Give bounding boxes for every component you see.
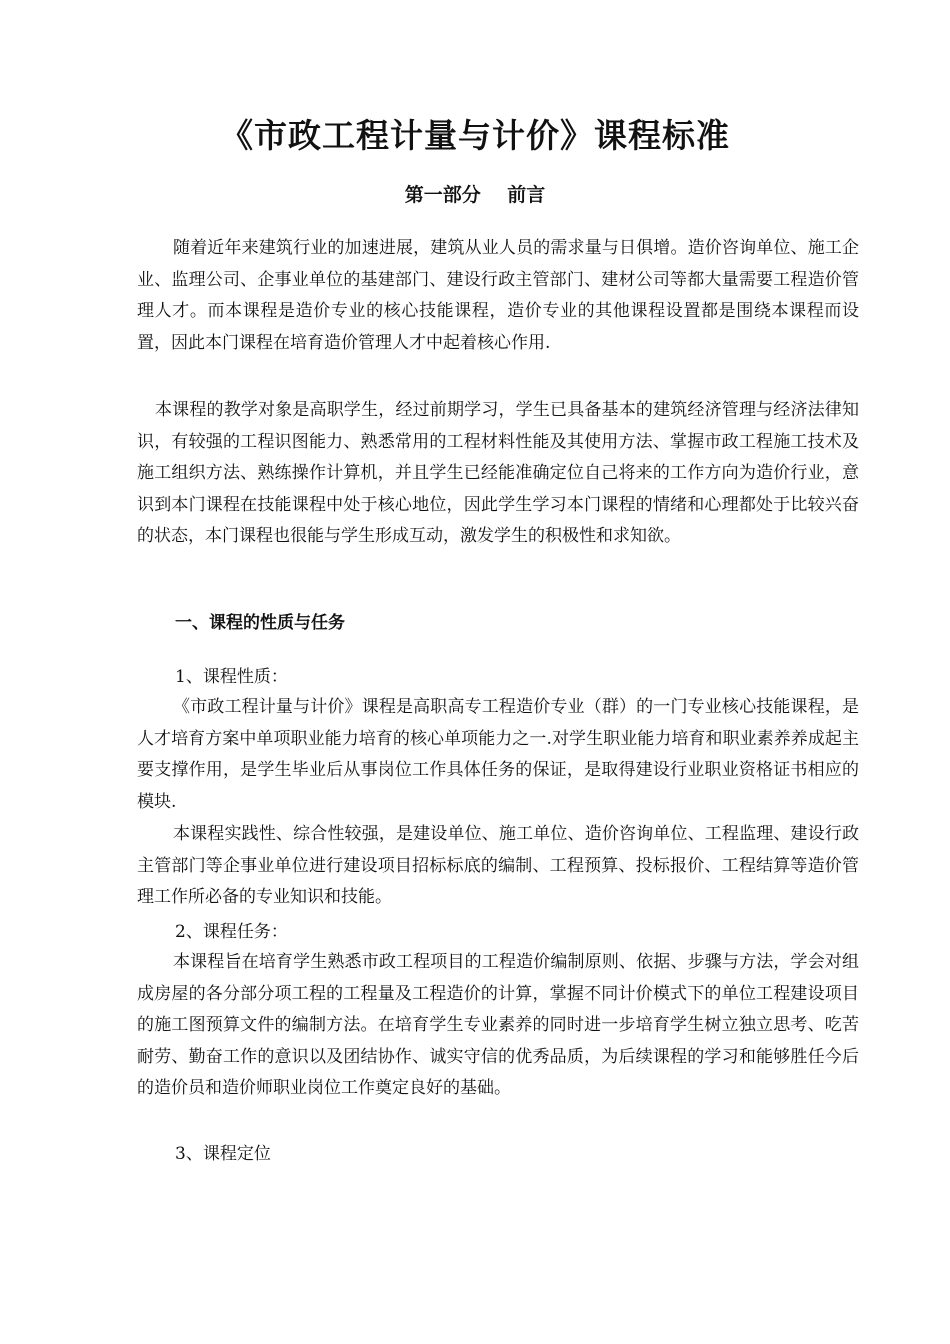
intro-paragraph-2: 本课程的教学对象是高职学生，经过前期学习，学生已具备基本的建筑经济管理与经济法律知识，有较强的工程识图能力、熟悉常用的工程材料性能及其使用方法、掌握市政工程施工技术及施工组织方法、熟练操作计算机，并且学生已经能准确定位自己将来的工作方向为造价行业，意识到本门课程在技能课程中处于核心地位，因此学生学习本门课程的情绪和心理都处于比较兴奋的状态，本门课程也很能与学生形成互动，激发学生的积极性和求知欲。 <box>137 400 859 546</box>
section-heading-nature-and-task: 一、课程的性质与任务 <box>175 613 345 633</box>
part-heading: 第一部分 前言 <box>404 184 546 206</box>
nature-paragraph-1: 《市政工程计量与计价》课程是高职高专工程造价专业（群）的一门专业核心技能课程，是人才培育方案中单项职业能力培育的核心单项能力之一.对学生职业能力培育和职业素养养成起主要支撑作用，是学生毕业后从事岗位工作具体任务的保证，是取得建设行业职业资格证书相应的模块. <box>137 697 859 812</box>
subsection-label-positioning: 3、课程定位 <box>175 1144 271 1164</box>
intro-paragraph-1: 随着近年来建筑行业的加速进展，建筑从业人员的需求量与日俱增。造价咨询单位、施工企业、监理公司、企事业单位的基建部门、建设行政主管部门、建材公司等都大量需要工程造价管理人才。而本课程是造价专业的核心技能课程，造价专业的其他课程设置都是围绕本课程而设置，因此本门课程在培育造价管理人才中起着核心作用. <box>137 238 859 353</box>
document-title: 《市政工程计量与计价》课程标准 <box>220 116 730 155</box>
nature-paragraph-2: 本课程实践性、综合性较强，是建设单位、施工单位、造价咨询单位、工程监理、建设行政主管部门等企事业单位进行建设项目招标标底的编制、工程预算、投标报价、工程结算等造价管理工作所必备的专业知识和技能。 <box>137 824 859 907</box>
subsection-label-nature: 1、课程性质： <box>175 667 288 687</box>
subsection-label-task: 2、课程任务： <box>175 922 288 942</box>
task-paragraph: 本课程旨在培育学生熟悉市政工程项目的工程造价编制原则、依据、步骤与方法，学会对组成房屋的各分部分项工程的工程量及工程造价的计算，掌握不同计价模式下的单位工程建设项目的施工图预算文件的编制方法。在培育学生专业素养的同时进一步培育学生树立独立思考、吃苦耐劳、勤奋工作的意识以及团结协作、诚实守信的优秀品质，为后续课程的学习和能够胜任今后的造价员和造价师职业岗位工作奠定良好的基础。 <box>137 952 859 1098</box>
